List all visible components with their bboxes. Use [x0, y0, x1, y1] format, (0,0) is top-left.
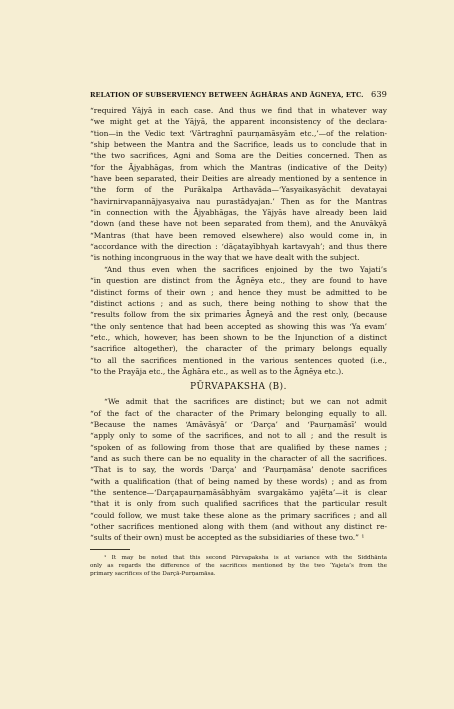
- text-line: “We admit that the sacrifices are distinct; but we can not admit: [104, 397, 387, 407]
- text-line: “And thus even when the sacrifices enjoined by the two Yajati’s: [104, 264, 387, 274]
- text-line: “the two sacrifices, Agni and Soma are the Deities concerned. Then as: [90, 151, 387, 161]
- text-line: “distinct actions ; and as such, there being nothing to show that the: [90, 298, 387, 308]
- text-line: “down (and these have not been separated from them), and the Anuvākyā: [90, 219, 387, 229]
- text-line: “is nothing incongruous in the way that we have dealt with the subject.: [90, 253, 360, 263]
- text-line: “sults of their own) must be accepted as the subsidiaries of these two.” ¹: [90, 533, 365, 543]
- text-line: “distinct forms of their own ; and hence they must be admitted to be: [90, 287, 387, 297]
- text-line: “etc., which, however, has been shown to be the Injunction of a distinct: [90, 332, 387, 342]
- text-line: “results follow from the six primaries Āgneyā and the rest only, (because: [90, 310, 387, 320]
- text-line: “havirnirvapannājyasyaiva nau purastādyajan.’ Then as for the Mantras: [90, 196, 387, 206]
- running-title: RELATION OF SUBSERVIENCY BETWEEN ĀGHĀRAS AND ĀGNEYA, ETC.: [90, 91, 364, 99]
- text-line: “Mantras (that have been removed elsewhere) also would come in, in: [90, 230, 387, 240]
- text-line: “with a qualification (that of being named by these words) ; and as from: [90, 476, 387, 486]
- text-line: “spoken of as following from those that are qualified by these names ;: [90, 442, 387, 452]
- text-line: “have been separated, their Deities are already mentioned by a sentence in: [90, 174, 387, 184]
- text-line: “Because the names ‘Amāvāsyā’ or ‘Darça’ and ‘Paurṇamāsī’ would: [90, 419, 387, 429]
- paragraph-3: [90, 396, 387, 543]
- text-line: “accordance with the direction : ‘dāçatayībhyah kartavyah’; and thus there: [90, 242, 387, 252]
- text-line: “ship between the Mantra and the Sacrifice, leads us to conclude that in: [90, 140, 387, 150]
- text-line: “could follow, we must take these alone as the primary sacrifices ; and all: [90, 510, 387, 520]
- text-line: “apply only to some of the sacrifices, and not to all ; and the result is: [90, 431, 387, 441]
- page-body: [90, 105, 387, 579]
- text-line: “that it is only from such qualified sacrifices that the particular result: [90, 499, 387, 509]
- text-line: “other sacrifices mentioned along with them (and without any distinct re-: [90, 522, 387, 532]
- footnote-line: only as regards the difference of the sacrifices mentioned by the two ‘Yajeta’s from the: [90, 563, 387, 570]
- text-line: “the form of the Purākalpa Arthavāda—‘Yasyaikasyāchit devatayai: [90, 185, 387, 195]
- footnote: [90, 554, 387, 579]
- text-line: “to all the sacrifices mentioned in the various sentences quoted (i.e.,: [90, 355, 387, 365]
- paragraph-1: [90, 105, 387, 264]
- text-line: “in question are distinct from the Āgnēya etc., they are found to have: [90, 276, 387, 286]
- text-line: “in connection with the Ājyabhāgas, the Yājyās have already been laid: [90, 208, 387, 218]
- paragraph-2: [90, 264, 387, 377]
- text-line: “sacrifice altogether), the character of the primary belongs equally: [90, 344, 387, 354]
- running-header: [90, 89, 387, 99]
- section-heading: PŪRVAPAKSHA (B).: [190, 382, 287, 393]
- text-line: “to the Prayāja etc., the Āghāra etc., as well as to the Āgnēya etc.).: [90, 366, 344, 376]
- footnote-line: ¹ It may be noted that this second Pūrvapaksha is at variance with the Siddhānta: [104, 554, 387, 561]
- text-line: “That is to say, the words ‘Darça’ and ‘Paurṇamāsa’ denote sacrifices: [90, 465, 387, 475]
- text-line: “for the Ājyabhāgas, from which the Mantras (indicative of the Deity): [90, 162, 387, 172]
- text-line: “we might get at the Yājyā, the apparent inconsistency of the declara-: [90, 117, 387, 127]
- text-line: “required Yājyā in each case. And thus we find that in whatever way: [90, 106, 387, 115]
- text-line: “of the fact of the character of the Primary belonging equally to all.: [90, 408, 387, 418]
- text-line: “the only sentence that had been accepted as showing this was ‘Ya evam’: [90, 321, 387, 331]
- text-line: “the sentence—‘Darçapaurṇamāsābhyām svargakāmo yajēta’—it is clear: [90, 488, 387, 497]
- footnote-divider: [90, 549, 130, 550]
- footnote-line: primary sacrifices of the Darçā-Purṇamāsa.: [90, 571, 216, 578]
- text-line: “tion—in the Vedic text ‘Vārtraghnī paurṇamāsyām etc.,’—of the relation-: [90, 128, 387, 138]
- text-line: “and as such there can be no equality in the character of all the sacrifices.: [90, 453, 387, 463]
- page-number: 639: [371, 89, 387, 99]
